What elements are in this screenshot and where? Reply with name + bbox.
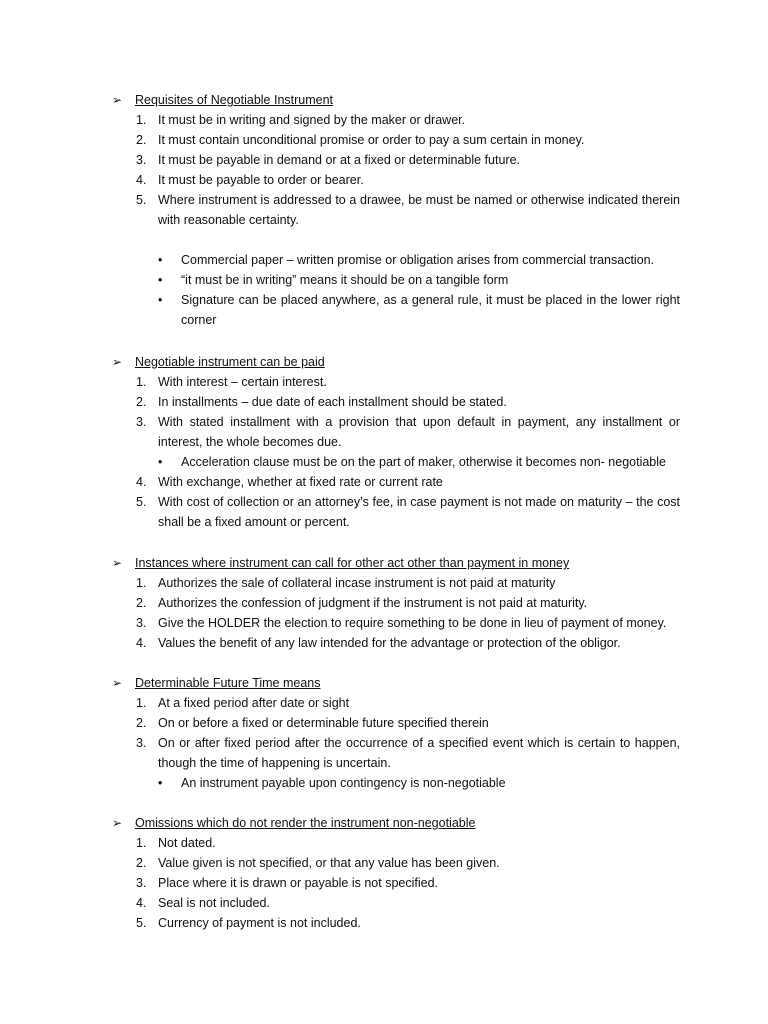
arrow-bullet-icon: ➢ — [112, 355, 123, 369]
bullet-item: • Commercial paper – written promise or obligation arises from commercial transaction. — [110, 250, 680, 270]
bullet-item: • Acceleration clause must be on the part of maker, otherwise it becomes non- negotiable — [110, 452, 680, 472]
list-item: 2. Authorizes the confession of judgment if the instrument is not paid at maturity. — [136, 596, 588, 610]
section-heading — [110, 813, 680, 833]
list-item: 4. Values the benefit of any law intended for the advantage or protection of the obligor. — [136, 636, 621, 650]
list-item: 3. Place where it is drawn or payable is not specified. — [136, 876, 439, 890]
list-item: 2. It must contain unconditional promise or order to pay a sum certain in money. — [136, 133, 585, 147]
arrow-bullet-icon: ➢ — [112, 556, 123, 570]
list-item: 1. Authorizes the sale of collateral incase instrument is not paid at maturity — [136, 576, 556, 590]
list-item: 3. With stated installment with a provision that upon default in payment, any installment or interest, the whole becomes due. — [136, 415, 680, 449]
list-item: 5. Currency of payment is not included. — [136, 916, 361, 930]
list-item: 2. In installments – due date of each installment should be stated. — [136, 395, 507, 409]
arrow-bullet-icon: ➢ — [112, 676, 123, 690]
section-title: Determinable Future Time means — [135, 676, 321, 690]
bullet-icon: • — [158, 455, 163, 469]
list-item: 3. Give the HOLDER the election to require something to be done in lieu of payment of money. — [136, 616, 667, 630]
section-requisites — [110, 90, 680, 330]
bullet-icon: • — [158, 253, 163, 267]
list-item: 2. On or before a fixed or determinable future specified therein — [136, 716, 489, 730]
list-item: 3. It must be payable in demand or at a fixed or determinable future. — [136, 153, 521, 167]
bullet-item: • Signature can be placed anywhere, as a general rule, it must be placed in the lower right corner — [110, 290, 680, 330]
section-title: Requisites of Negotiable Instrument — [135, 93, 334, 107]
section-omissions — [110, 813, 680, 933]
list-item: 5. With cost of collection or an attorney’s fee, in case payment is not made on maturity – the cost shall be a fixed amount or percent. — [136, 495, 680, 529]
section-other-acts — [110, 553, 680, 653]
arrow-bullet-icon: ➢ — [112, 816, 123, 830]
section-heading — [110, 553, 680, 573]
list-item: 1. At a fixed period after date or sight — [136, 696, 350, 710]
section-determinable-future — [110, 673, 680, 793]
list-item: 1. It must be in writing and signed by the maker or drawer. — [136, 113, 466, 127]
section-title: Omissions which do not render the instrument non-negotiable — [135, 816, 476, 830]
bullet-icon: • — [158, 293, 163, 307]
bullet-icon: • — [158, 776, 163, 790]
list-item: 2. Value given is not specified, or that any value has been given. — [136, 856, 500, 870]
bullet-item: • “it must be in writing” means it should be on a tangible form — [110, 270, 680, 290]
list-item: 4. Seal is not included. — [136, 896, 270, 910]
list-item: 4. With exchange, whether at fixed rate or current rate — [136, 475, 443, 489]
list-item: 5. Where instrument is addressed to a drawee, be must be named or otherwise indicated therein with reasonable certainty. — [136, 193, 680, 227]
bullet-icon: • — [158, 273, 163, 287]
list-item: 1. Not dated. — [136, 836, 216, 850]
section-heading — [110, 673, 680, 693]
list-item: 3. On or after fixed period after the occurrence of a specified event which is certain to happen, though the time of happening is uncertain. — [136, 736, 680, 770]
section-heading — [110, 90, 680, 110]
list-item: 1. With interest – certain interest. — [136, 375, 327, 389]
section-can-be-paid — [110, 352, 680, 532]
list-item: 4. It must be payable to order or bearer. — [136, 173, 364, 187]
section-heading — [110, 352, 680, 372]
section-title: Negotiable instrument can be paid — [135, 355, 325, 369]
bullet-item: • An instrument payable upon contingency is non-negotiable — [110, 773, 680, 793]
section-title: Instances where instrument can call for other act other than payment in money — [135, 556, 570, 570]
arrow-bullet-icon: ➢ — [112, 93, 123, 107]
